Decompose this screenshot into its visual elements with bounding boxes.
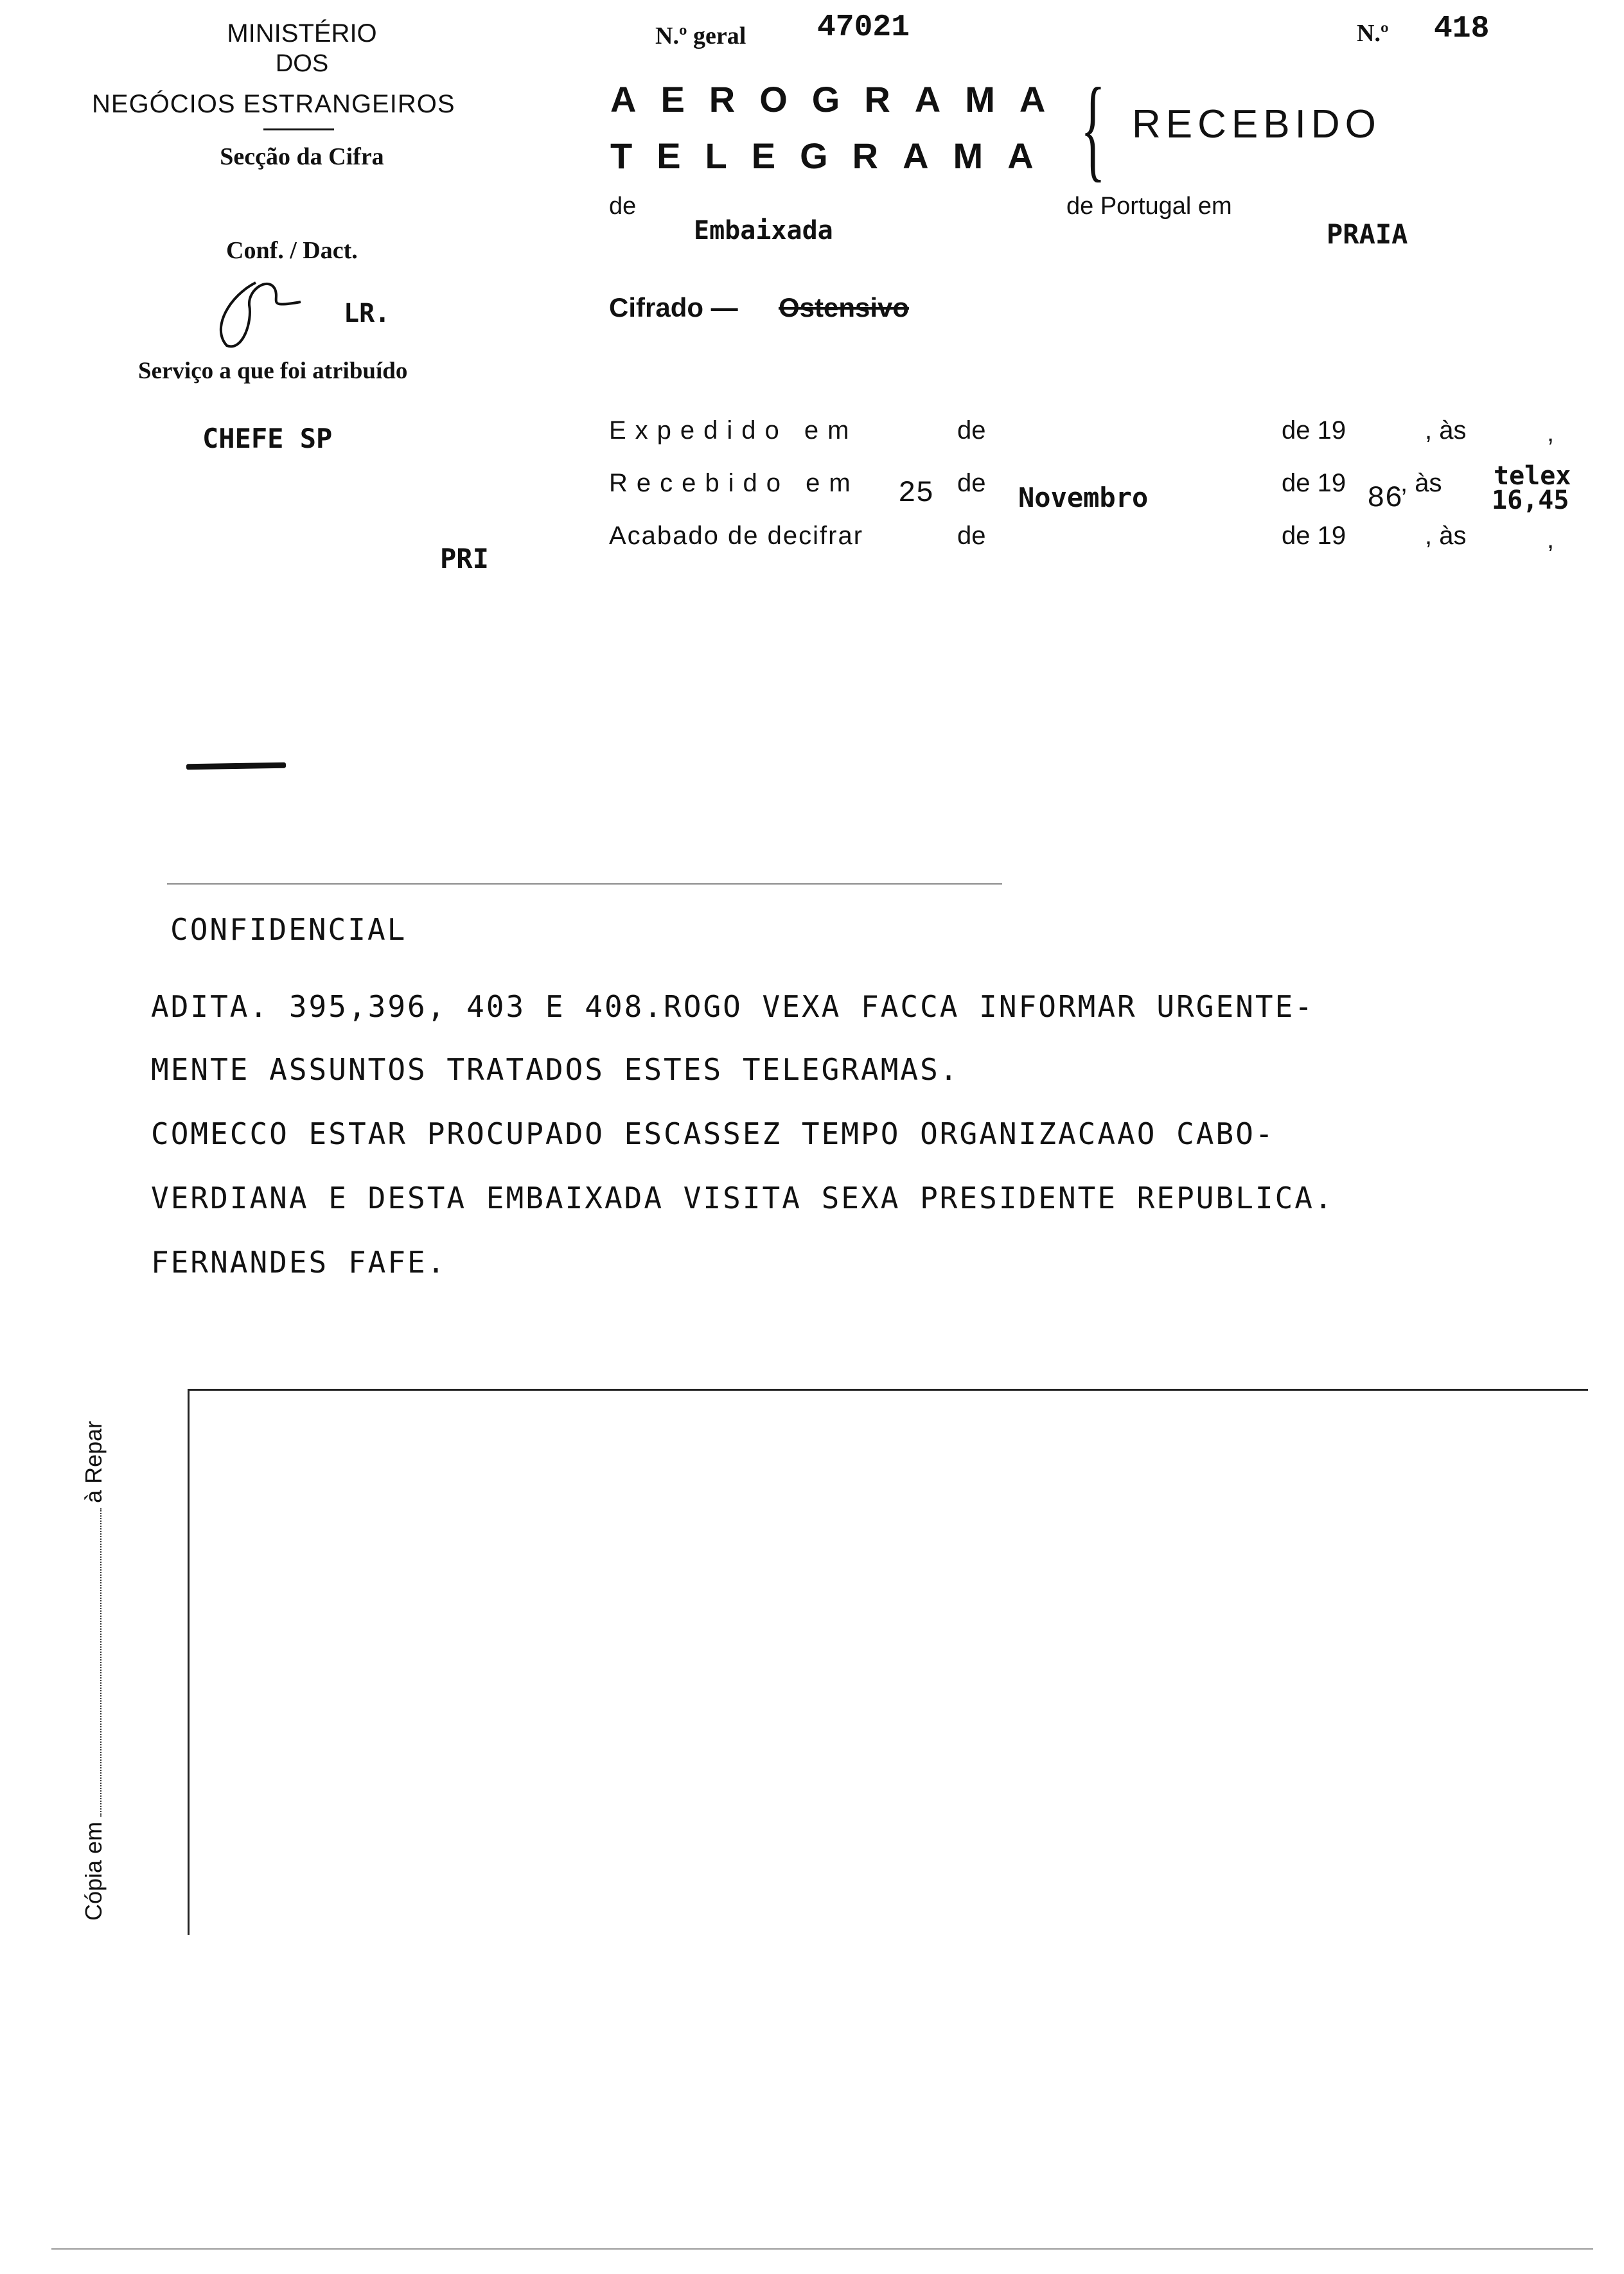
expedido-as: , às — [1425, 416, 1467, 445]
expedido-label: Expedido em — [609, 416, 858, 445]
number-value: 418 — [1434, 12, 1490, 46]
from-label: de — [609, 193, 637, 220]
ministry-underline — [263, 128, 334, 130]
ministry-line-2: DOS — [275, 50, 329, 77]
recebido-year-label: de 19 — [1282, 469, 1346, 497]
geral-value: 47021 — [817, 10, 910, 45]
conf-dact-label: Conf. / Dact. — [226, 237, 358, 264]
telegrama-title: TELEGRAMA — [610, 136, 1058, 176]
acabado-year: de 19 — [1282, 522, 1346, 550]
recebido-month: Novembro — [1018, 482, 1149, 513]
recebido-title: RECEBIDO — [1132, 102, 1381, 146]
title-brace: { — [1081, 64, 1106, 192]
message-line-4: VERDIANA E DESTA EMBAIXADA VISITA SEXA PRESIDENTE REPUBLICA. — [151, 1181, 1334, 1215]
message-signature: FERNANDES FAFE. — [151, 1245, 447, 1280]
ministry-line-1: MINISTÉRIO — [227, 19, 377, 48]
recebido-time: 16,45 — [1492, 486, 1569, 515]
acabado-comma: , — [1547, 525, 1555, 554]
recebido-year: 86 — [1367, 482, 1403, 515]
distribution-box-left — [188, 1389, 190, 1935]
aerograma-title: AEROGRAMA — [610, 79, 1070, 119]
city-value: PRAIA — [1327, 218, 1408, 250]
recebido-label: Recebido em — [609, 469, 860, 497]
number-label: N.º — [1357, 20, 1389, 47]
expedido-de: de — [957, 416, 986, 445]
copy-label — [80, 1421, 107, 1921]
service-value: CHEFE SP — [202, 423, 333, 454]
priority-mark: PRI — [440, 543, 489, 574]
message-line-1: ADITA. 395,396, 403 E 408.ROGO VEXA FACCA INFORMAR URGENTE- — [151, 989, 1314, 1024]
copy-label-text: Cópia em — [80, 1821, 107, 1921]
portugal-label: de Portugal em — [1066, 193, 1232, 220]
reparticao-label: à Repar — [80, 1420, 107, 1503]
message-line-2: MENTE ASSUNTOS TRATADOS ESTES TELEGRAMAS. — [151, 1052, 960, 1087]
ministry-line-3: NEGÓCIOS ESTRANGEIROS — [92, 90, 455, 118]
geral-label: N.º geral — [655, 22, 746, 49]
handwritten-initial — [204, 270, 313, 353]
message-classification: CONFIDENCIAL — [170, 912, 407, 947]
expedido-year: de 19 — [1282, 416, 1346, 445]
distribution-box-top — [188, 1389, 1588, 1391]
copy-dotted-line — [100, 1508, 102, 1817]
message-line-3: COMECCO ESTAR PROCUPADO ESCASSEZ TEMPO ORGANIZACAAO CABO- — [151, 1116, 1275, 1151]
tape-top-edge — [167, 883, 1002, 885]
from-value: Embaixada — [694, 216, 833, 245]
service-label: Serviço a que foi atribuído — [138, 358, 408, 384]
expedido-comma: , — [1547, 419, 1555, 447]
bottom-edge-line — [51, 2248, 1593, 2250]
acabado-as: , às — [1425, 522, 1467, 550]
redaction-mark — [186, 762, 286, 770]
acabado-de: de — [957, 522, 986, 550]
recebido-de: de — [957, 469, 986, 497]
recebido-as: , às — [1400, 469, 1442, 497]
telex-mark: telex — [1494, 461, 1571, 491]
ostensivo-label: Ostensivo — [779, 292, 910, 322]
section-name: Secção da Cifra — [220, 143, 384, 170]
recebido-day: 25 — [898, 477, 934, 510]
cifrado-label: Cifrado — — [609, 292, 738, 322]
acabado-label: Acabado de decifrar — [609, 522, 864, 550]
initials: LR. — [344, 299, 391, 328]
